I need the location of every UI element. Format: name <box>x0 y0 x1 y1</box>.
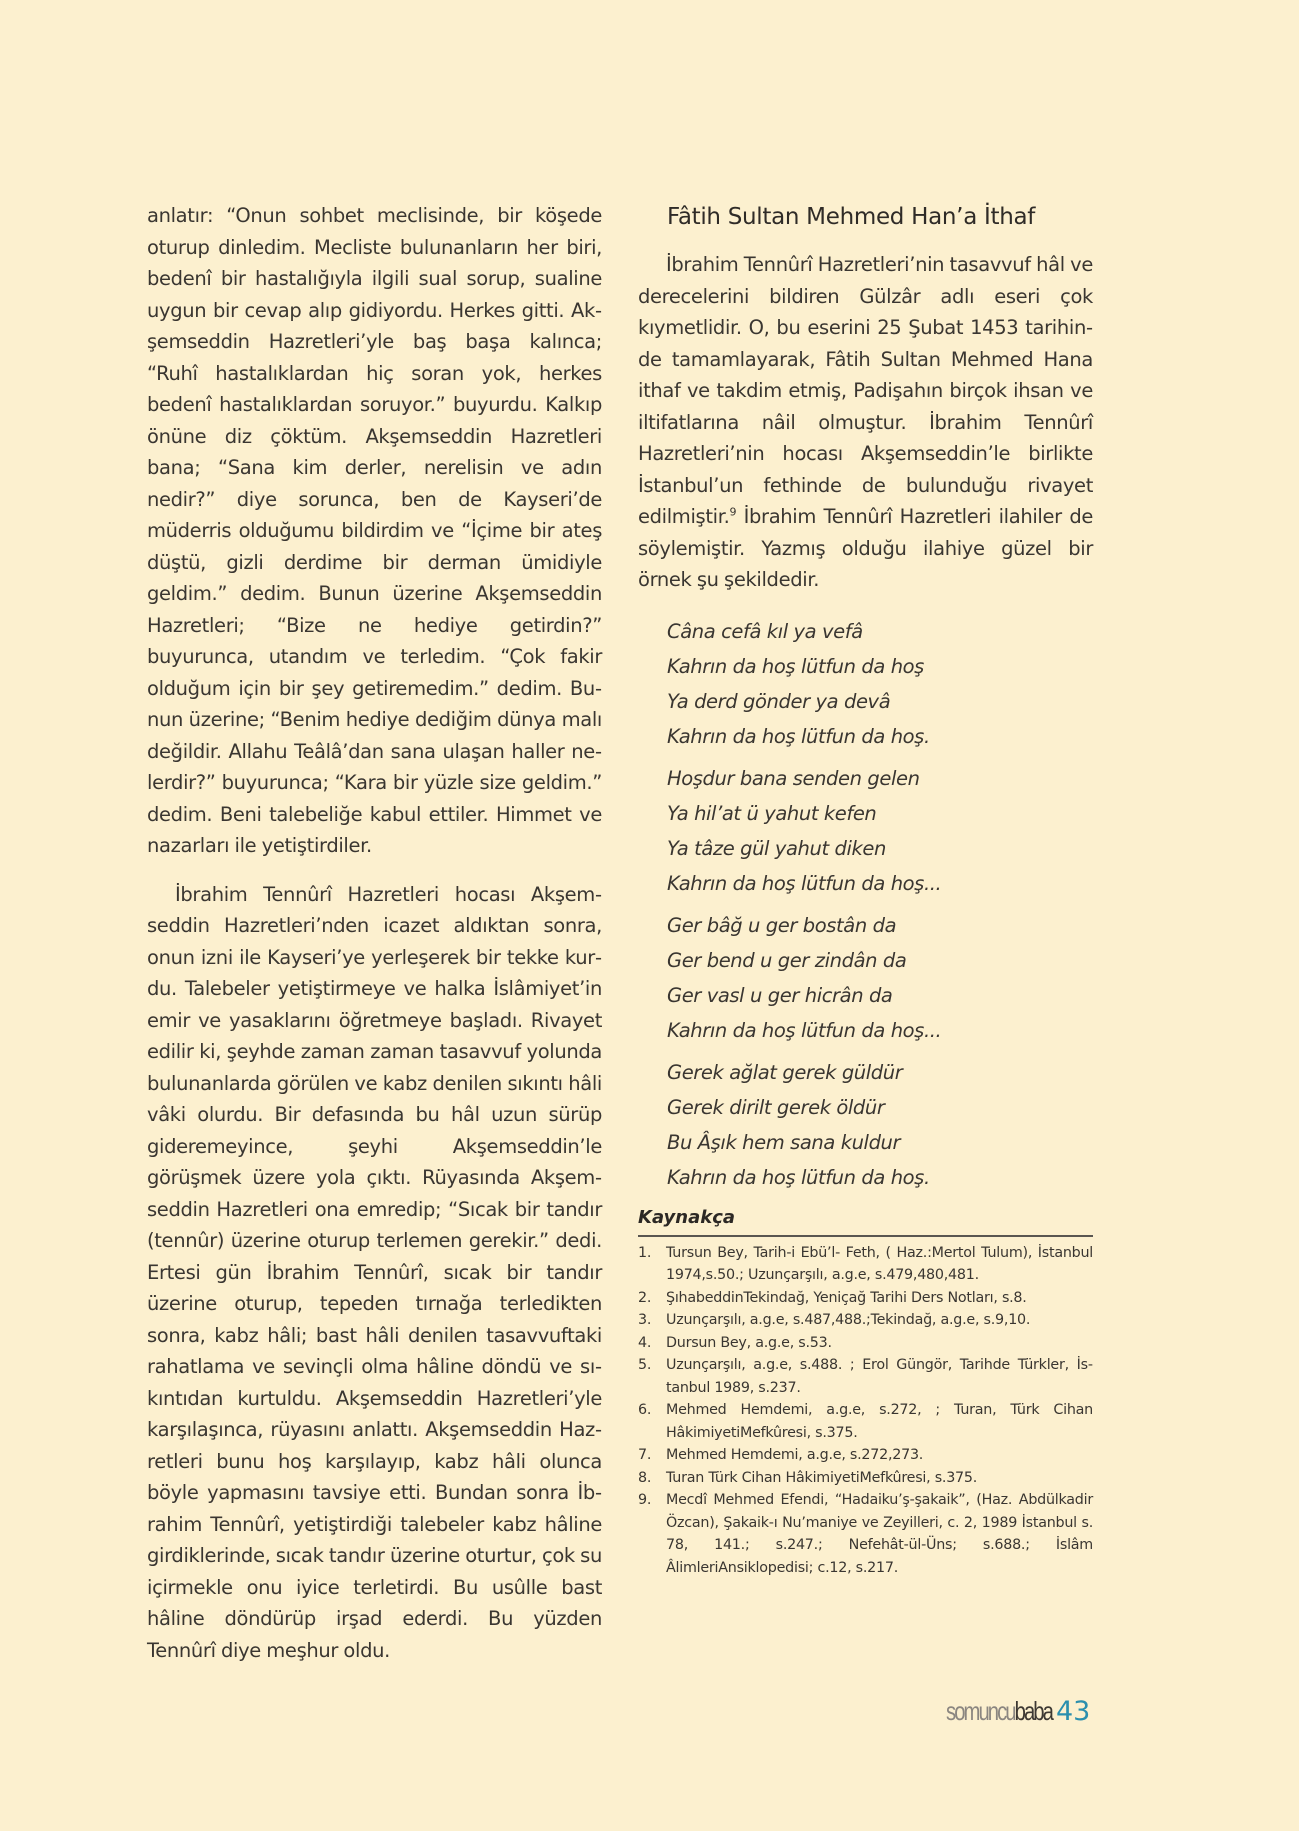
poem-line: Hoşdur bana senden gelen <box>667 766 920 790</box>
reference-item <box>638 1467 1093 1490</box>
left-column <box>147 200 602 1666</box>
reference-item <box>638 1287 1093 1310</box>
reference-text: Tursun Bey, Tarih-i Ebü’l- Feth, ( Haz.:Mertol Tulum), İstanbul 1974,s.50.; Uzunçarşılı, a.g.e, s.479,480,481. <box>666 1244 1093 1283</box>
logo-part-baba: baba <box>1014 1696 1052 1726</box>
reference-item <box>638 1242 1093 1287</box>
poem-line: Ya hil’at ü yahut kefen <box>667 801 877 825</box>
reference-item <box>638 1332 1093 1355</box>
page-footer <box>946 1696 1090 1727</box>
reference-text: Mecdî Mehmed Efendi, “Hadaiku’ş-şakaik”, (Haz. Abdülkadir Özcan), Şakaik-ı Nu’maniye ve Zeyilleri, c. 2, 1989 İstanbul s. 78, 141.; s.247.; Nefehât-ül-Üns; s.688.; İslâm ÂlimleriAnsiklopedisi; c.12, s.217. <box>666 1492 1093 1576</box>
reference-number: 6. <box>638 1402 652 1418</box>
reference-text: Turan Türk Cihan HâkimiyetiMefkûresi, s.375. <box>666 1469 978 1486</box>
logo-part-somuncu: somuncu <box>946 1696 1015 1726</box>
reference-number: 8. <box>638 1469 652 1486</box>
poem-stanza <box>667 1055 1093 1195</box>
reference-item <box>638 1444 1093 1467</box>
poem-line: Gerek dirilt gerek öldür <box>667 1095 885 1119</box>
reference-text: Dursun Bey, a.g.e, s.53. <box>666 1334 832 1351</box>
body-paragraph: İbrahim Tennûrî Hazretleri hocası Akşemseddin Hazretleri’nden icazet aldıktan sonra, onun izni ile Kayseri’ye yerleşerek bir tekke kurdu. Talebeler yetiştirmeye ve halka İslâmiyet’in emir ve yasaklarını öğretmeye başladı. Rivayet edilir ki, şeyhde zaman zaman tasavvuf yolunda bulunanlarda görülen ve kabz denilen sıkıntı hâli vâki olurdu. Bir defasında bu hâl uzun sürüp gideremeyince, şeyhi Akşemseddin’le görüşmek üzere yola çıktı. Rüyasında Akşemseddin Hazretleri ona emredip; “Sıcak bir tandır (tennûr) üzerine oturup terlemen gerekir.” dedi. Ertesi gün İbrahim Tennûrî, sıcak bir tandır üzerine oturup, tepeden tırnağa terledikten sonra, kabz hâli; bast hâli denilen tasavvuftaki rahatlama ve sevinçli olma hâline döndü ve sıkıntıdan kurtuldu. Akşemseddin Hazretleri’yle karşılaşınca, rüyasını anlattı. Akşemseddin Hazretleri bunu hoş karşılayıp, kabz hâli olunca böyle yapmasını tavsiye etti. Bundan sonra İbrahim Tennûrî, yetiştirdiği talebeler kabz hâline girdiklerinde, sıcak tandır üzerine oturtur, çok su içirmekle onu iyice terletirdi. Bu usûlle bast hâline döndürüp irşad ederdi. Bu yüzden Tennûrî diye meşhur oldu. <box>147 882 603 1662</box>
reference-item <box>638 1309 1093 1332</box>
poem-line: Ya derd gönder ya devâ <box>667 689 891 713</box>
poem-stanza <box>667 761 1093 901</box>
poem-line: Ger vasl u ger hicrân da <box>667 983 893 1007</box>
poem-line: Ger bâğ u ger bostân da <box>667 913 897 937</box>
references-title: Kaynakça <box>638 1205 1093 1237</box>
poem-stanza <box>667 614 1093 754</box>
poem <box>667 614 1093 1195</box>
body-paragraph: anlatır: “Onun sohbet meclisinde, bir köşede oturup dinledim. Mecliste bulunanların her biri, bedenî bir hastalığıyla ilgili sual sorup, sualine uygun bir cevap alıp gidiyordu. Herkes gitti. Akşemseddin Hazretleri’yle baş başa kalınca; “Ruhî hastalıklardan hiç soran yok, herkes bedenî hastalıklardan soruyor.” buyurdu. Kalkıp önüne diz çöktüm. Akşemseddin Hazretleri bana; “Sana kim derler, nerelisin ve adın nedir?” diye sorunca, ben de Kayseri’de müderris olduğumu bildirdim ve “İçime bir ateş düştü, gizli derdime bir derman ümidiyle geldim.” dedim. Bunun üzerine Akşemseddin Hazretleri; “Bize ne hediye getirdin?” buyurunca, utandım ve terledim. “Çok fakir olduğum için bir şey getiremedim.” dedim. Bunun üzerine; “Benim hediye dediğim dünya malı değildir. Allahu Teâlâ’dan sana ulaşan haller nelerdir?” buyurunca; “Kara bir yüzle size geldim.” dedim. Beni talebeliğe kabul ettiler. Himmet ve nazarları ile yetiştirdiler. <box>147 204 602 857</box>
section-title: Fâtih Sultan Mehmed Han’a İthaf <box>667 204 1036 230</box>
poem-line: Kahrın da hoş lütfun da hoş... <box>667 1018 942 1042</box>
poem-line: Kahrın da hoş lütfun da hoş. <box>667 724 930 748</box>
body-paragraph <box>638 249 1093 596</box>
poem-line: Bu Âşık hem sana kuldur <box>667 1130 901 1154</box>
reference-text: Uzunçarşılı, a.g.e, s.487,488.;Tekindağ, a.g.e, s.9,10. <box>666 1312 1031 1328</box>
magazine-logo <box>946 1696 1052 1727</box>
reference-text: Uzunçarşılı, a.g.e, s.488. ; Erol Güngör, Tarihde Türkler, İstanbul 1989, s.237. <box>666 1357 1093 1396</box>
reference-text: ŞıhabeddinTekindağ, Yeniçağ Tarihi Ders Notları, s.8. <box>666 1289 1027 1306</box>
reference-number: 1. <box>638 1244 652 1261</box>
reference-text: Mehmed Hemdemi, a.g.e, s.272,273. <box>666 1447 924 1463</box>
reference-item <box>638 1354 1093 1399</box>
poem-line: Câna cefâ kıl ya vefâ <box>667 619 863 643</box>
footnote-marker: 9 <box>729 505 737 519</box>
poem-line: Ger bend u ger zindân da <box>667 948 907 972</box>
page-number: 43 <box>1056 1696 1091 1727</box>
paragraph-text: İbrahim Tennûrî Hazretleri ilahiler de söylemiştir. Yazmış olduğu ilahiye güzel bir örnek şu şekildedir. <box>638 505 1093 591</box>
poem-stanza <box>667 908 1093 1048</box>
reference-item <box>638 1489 1093 1579</box>
poem-line: Gerek ağlat gerek güldür <box>667 1060 903 1084</box>
poem-line: Kahrın da hoş lütfun da hoş. <box>667 1165 930 1189</box>
reference-number: 3. <box>638 1312 652 1328</box>
reference-text: Mehmed Hemdemi, a.g.e, s.272, ; Turan, Türk Cihan HâkimiyetiMefkûresi, s.375. <box>666 1402 1093 1441</box>
right-column <box>638 200 1093 1579</box>
poem-line: Kahrın da hoş lütfun da hoş... <box>667 871 942 895</box>
reference-number: 2. <box>638 1289 652 1306</box>
paragraph-text: İbrahim Tennûrî Hazretleri’nin tasavvuf hâl ve derecelerini bildiren Gülzâr adlı eseri çok kıymetlidir. O, bu eserini 25 Şubat 1453 tarihinde tamamlayarak, Fâtih Sultan Mehmed Hana ithaf ve takdim etmiş, Padişahın birçok ihsan ve iltifatlarına nâil olmuştur. İbrahim Tennûrî Hazretleri’nin hocası Akşemseddin’le birlikte İstanbul’un fethinde de bulunduğu rivayet edilmiştir. <box>638 253 1093 528</box>
reference-number: 7. <box>638 1447 652 1463</box>
references-list <box>638 1242 1093 1580</box>
poem-line: Kahrın da hoş lütfun da hoş <box>667 654 924 678</box>
reference-number: 5. <box>638 1357 652 1373</box>
poem-line: Ya tâze gül yahut diken <box>667 836 886 860</box>
reference-item <box>638 1399 1093 1444</box>
reference-number: 4. <box>638 1334 652 1351</box>
reference-number: 9. <box>638 1492 652 1508</box>
